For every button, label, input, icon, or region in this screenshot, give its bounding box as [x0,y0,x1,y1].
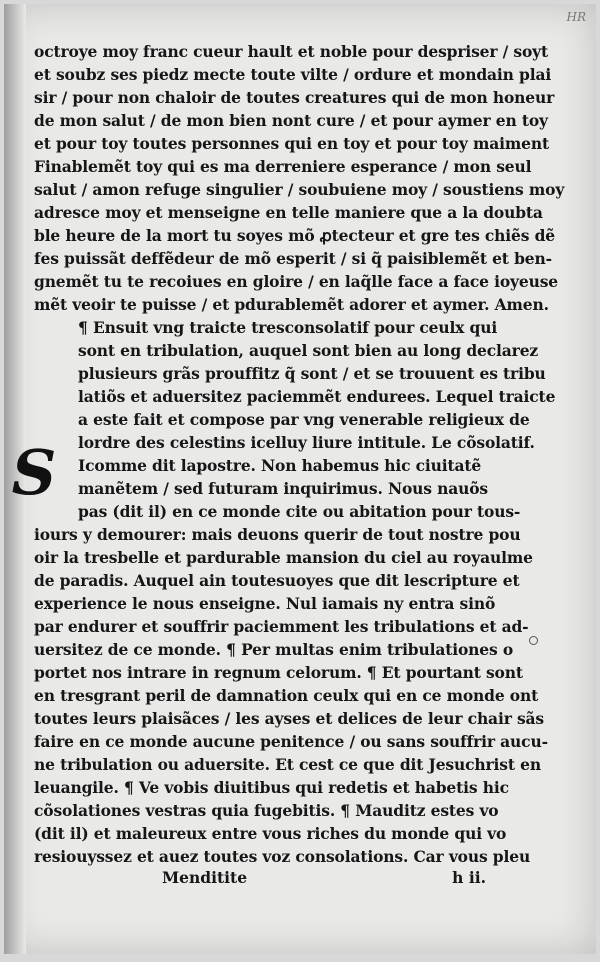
text-line: leuangile. ¶ Ve vobis diuitibus qui redetis et habetis hic [34,778,509,797]
text-line: sir / pour non chaloir de toutes creatures qui de mon honeur [34,88,555,107]
text-line: Finablemẽt toy qui es ma derreniere esperance / mon seul [34,157,532,176]
margin-circle-mark [529,636,538,645]
text-line: a este fait et compose par vng venerable religieux de [78,410,530,429]
text-line: pas (dit il) en ce monde cite ou abitation pour tous- [78,502,521,521]
text-line: Icomme dit lapostre. Non habemus hic ciuitatẽ [78,456,482,475]
text-line: uersitez de ce monde. ¶ Per multas enim tribulationes o [34,640,514,659]
text-line: oir la tresbelle et pardurable mansion du ciel au royaulme [34,548,533,567]
text-line: par endurer et souffrir paciemment les tribulations et ad- [34,617,529,636]
text-line: sont en tribulation, auquel sont bien au long declarez [78,341,539,360]
text-line: gnemẽt tu te recoiues en gloire / en laq̃lle face a face ioyeuse [34,272,559,291]
text-line: manẽtem / sed futuram inquirimus. Nous nauõs [78,479,488,498]
text-line: ble heure de la mort tu soyes mõ ꝓtecteur et gre tes chiẽs dẽ [34,226,555,245]
book-page [4,4,596,954]
text-line: portet nos intrare in regnum celorum. ¶ Et pourtant sont [34,663,523,682]
text-line: resiouyssez et auez toutes voz consolations. Car vous pleu [34,847,531,866]
text-line: mẽt veoir te puisse / et pdurablemẽt adorer et aymer. Amen. [34,295,549,314]
text-line: toutes leurs plaisãces / les ayses et delices de leur chair sãs [34,709,544,728]
text-line: et pour toy toutes personnes qui en toy et pour toy maiment [34,134,550,153]
text-line: ¶ Ensuit vng traicte tresconsolatif pour ceulx qui [78,318,498,337]
text-line: de mon salut / de mon bien nont cure / et pour aymer en toy [34,111,548,130]
text-line: experience le nous enseigne. Nul iamais ny entra sinõ [34,594,496,613]
text-line: fes puissãt deffẽdeur de mõ esperit / si q̃ paisiblemẽt et ben- [34,249,552,268]
corner-mark: HR [566,10,586,24]
text-line: (dit il) et maleureux entre vous riches du monde qui vo [34,824,507,843]
text-line: et soubz ses piedz mecte toute vilte / ordure et mondain plai [34,65,552,84]
text-line: latiõs et aduersitez paciemmẽt endurees. Lequel traicte [78,387,556,406]
catchword: Menditite [162,868,248,887]
text-line: lordre des celestins icelluy liure intitule. Le cõsolatif. [78,433,535,452]
text-line: de paradis. Auquel ain toutesuoyes que dit lescripture et [34,571,520,590]
signature-mark: h ii. [452,868,486,887]
text-line: cõsolationes vestras quia fugebitis. ¶ Mauditz estes vo [34,801,499,820]
text-line: en tresgrant peril de damnation ceulx qui en ce monde ont [34,686,539,705]
text-line: adresce moy et menseigne en telle maniere que a la doubta [34,203,543,222]
page-text [34,40,565,868]
text-line: salut / amon refuge singulier / soubuiene moy / soustiens moy [34,180,565,199]
text-line: octroye moy franc cueur hault et noble pour despriser / soyt [34,42,549,61]
text-line: ne tribulation ou aduersite. Et cest ce que dit Jesuchrist en [34,755,541,774]
decorated-initial-letter: S [11,436,57,509]
text-line: faire en ce monde aucune penitence / ou sans souffrir aucu- [34,732,548,751]
text-line: iours y demourer: mais deuons querir de tout nostre pou [34,525,521,544]
text-line: plusieurs grãs prouffitz q̃ sont / et se trouuent es tribu [78,364,546,383]
